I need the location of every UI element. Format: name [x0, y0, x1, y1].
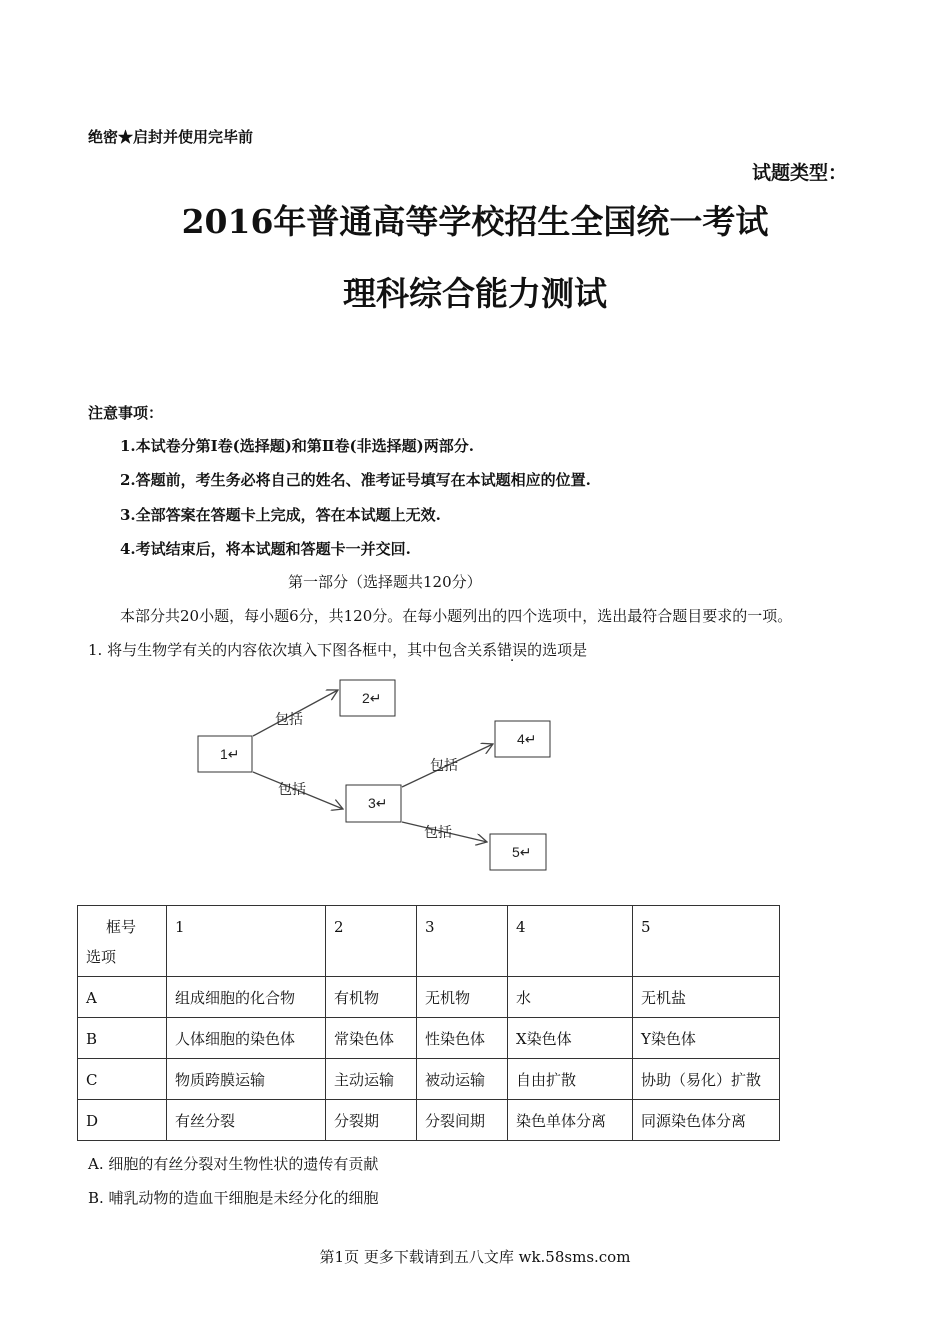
page-footer: 第1页 更多下载请到五八文库 wk.58sms.com [319, 1248, 631, 1266]
table-cell: 无机盐 [633, 977, 780, 1018]
table-cell: 分裂期 [326, 1100, 417, 1141]
table-cell: X染色体 [508, 1018, 633, 1059]
table-cell: 性染色体 [417, 1018, 508, 1059]
diagram-box-2-label: 2↵ [362, 690, 382, 706]
edge-label-1-2: 包括 [275, 711, 303, 727]
section-intro: 本部分共20小题，每小题6分，共120分。在每小题列出的四个选项中，选出最符合题目要求的一项。 [120, 607, 793, 625]
table-cell: 无机物 [417, 977, 508, 1018]
table-col-header: 5 [633, 906, 780, 977]
table-row-option: B [78, 1018, 167, 1059]
corner-top-label: 框号 [106, 918, 137, 936]
question-1-stem [88, 639, 587, 660]
edge-label-3-4: 包括 [430, 757, 458, 773]
notice-heading: 注意事项： [88, 404, 164, 422]
corner-bottom-label: 选项 [86, 948, 117, 966]
table-cell: 协助（易化）扩散 [633, 1059, 780, 1100]
table-cell: 同源染色体分离 [633, 1100, 780, 1141]
table-row [78, 1059, 780, 1100]
exam-title: 2016年普通高等学校招生全国统一考试 [181, 202, 769, 241]
table-cell: Y染色体 [633, 1018, 780, 1059]
table-cell: 常染色体 [326, 1018, 417, 1059]
table-cell: 自由扩散 [508, 1059, 633, 1100]
edge-label-3-5: 包括 [424, 824, 452, 840]
table-corner-cell [78, 906, 167, 977]
table-cell: 有丝分裂 [167, 1100, 326, 1141]
diagram-box-3-label: 3↵ [368, 795, 388, 811]
edge-label-1-3: 包括 [278, 781, 306, 797]
notice-item-1: 1.本试卷分第Ⅰ卷(选择题)和第Ⅱ卷(非选择题)两部分. [120, 437, 474, 455]
diagram-box-1-label: 1↵ [220, 746, 240, 762]
table-cell: 水 [508, 977, 633, 1018]
part-title: 第一部分（选择题共120分） [288, 573, 482, 591]
question-1-suffix: 的选项是 [527, 641, 588, 659]
option-a: A. 细胞的有丝分裂对生物性状的遗传有贡献 [88, 1155, 379, 1173]
table-col-header: 3 [417, 906, 508, 977]
table-row [78, 1100, 780, 1141]
question-1-emphasis: 错误 [497, 641, 528, 659]
diagram-box-5-label: 5↵ [512, 844, 532, 860]
table-cell: 组成细胞的化合物 [167, 977, 326, 1018]
table-cell: 分裂间期 [417, 1100, 508, 1141]
table-cell: 物质跨膜运输 [167, 1059, 326, 1100]
table-cell: 有机物 [326, 977, 417, 1018]
table-col-header: 1 [167, 906, 326, 977]
table-cell: 被动运输 [417, 1059, 508, 1100]
secret-label: 绝密★启封并使用完毕前 [88, 128, 254, 146]
notice-item-2: 2.答题前，考生务必将自己的姓名、准考证号填写在本试题相应的位置. [120, 471, 591, 489]
concept-diagram [190, 672, 570, 882]
notice-item-3: 3.全部答案在答题卡上完成，答在本试题上无效. [120, 506, 441, 524]
table-row-option: D [78, 1100, 167, 1141]
table-header-row [78, 906, 780, 977]
question-type-label: 试题类型： [752, 162, 848, 184]
diagram-box-4-label: 4↵ [517, 731, 537, 747]
question-1-prefix: 1. 将与生物学有关的内容依次填入下图各框中，其中包含关系 [88, 641, 498, 659]
table-row [78, 977, 780, 1018]
table-cell: 主动运输 [326, 1059, 417, 1100]
table-row [78, 1018, 780, 1059]
table-cell: 人体细胞的染色体 [167, 1018, 326, 1059]
table-row-option: C [78, 1059, 167, 1100]
table-col-header: 4 [508, 906, 633, 977]
exam-subtitle: 理科综合能力测试 [343, 274, 607, 313]
table-cell: 染色单体分离 [508, 1100, 633, 1141]
notice-item-4: 4.考试结束后，将本试题和答题卡一并交回. [120, 540, 411, 558]
table-col-header: 2 [326, 906, 417, 977]
options-table [77, 905, 780, 1141]
table-row-option: A [78, 977, 167, 1018]
option-b: B. 哺乳动物的造血干细胞是未经分化的细胞 [88, 1189, 379, 1207]
